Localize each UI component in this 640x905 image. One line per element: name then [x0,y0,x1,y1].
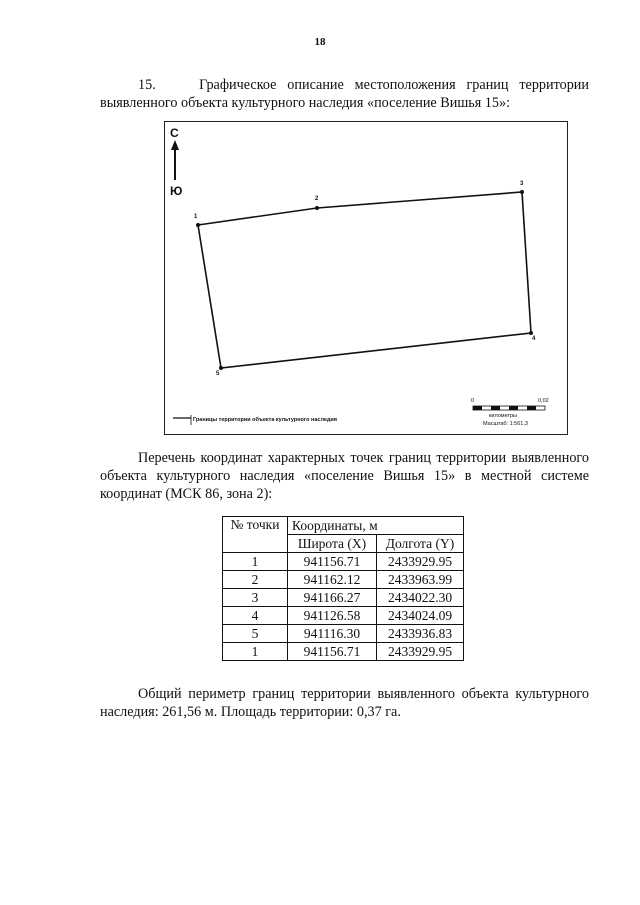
boundary-point-1 [196,223,200,227]
cell-point: 4 [223,607,288,625]
cell-latitude: 941116.30 [288,625,377,643]
scale-ratio: Масштаб: 1:561,3 [483,421,528,427]
table-row [223,589,464,607]
cell-latitude: 941162.12 [288,571,377,589]
table-row [223,643,464,661]
point-label-1: 1 [194,214,198,220]
cell-point: 1 [223,643,288,661]
point-label-4: 4 [532,336,536,342]
table-row [223,607,464,625]
header-latitude: Широта (X) [288,535,377,553]
scale-units: километры [489,413,517,419]
cell-latitude: 941156.71 [288,553,377,571]
cell-point: 3 [223,589,288,607]
boundary-point-2 [315,206,319,210]
table-row [223,553,464,571]
boundary-point-4 [529,331,533,335]
legend-label: Границы территории объекта культурного наследия [193,417,338,423]
boundary-point-5 [219,366,223,370]
boundary-point-3 [520,190,524,194]
scale-bar [473,406,545,410]
cell-longitude: 2434022.30 [377,589,464,607]
cell-longitude: 2433963.99 [377,571,464,589]
north-label: С [170,126,179,140]
territory-boundary [198,192,531,368]
perimeter-text: Общий периметр границ территории выявленного объекта культурного наследия: 261,56 м. Площадь территории: 0,37 га. [100,686,589,720]
scale-end: 0,02 [538,398,549,404]
north-arrow-icon [171,140,179,180]
coordinates-intro: Перечень координат характерных точек границ территории выявленного объекта культурного наследия «поселение Вишья 15» в местной системе координат (МСК 86, зона 2): [100,450,589,502]
cell-point: 2 [223,571,288,589]
point-label-2: 2 [315,196,319,202]
coordinates-table [222,516,464,661]
cell-longitude: 2434024.09 [377,607,464,625]
boundary-map [164,121,568,435]
cell-point: 1 [223,553,288,571]
cell-latitude: 941166.27 [288,589,377,607]
section-heading: 15. Графическое описание местоположения границ территории выявленного объекта культурного наследия «поселение Вишья 15»: [100,77,589,111]
header-coordinates: Координаты, м [288,517,464,535]
cell-longitude: 2433936.83 [377,625,464,643]
header-longitude: Долгота (Y) [377,535,464,553]
cell-longitude: 2433929.95 [377,553,464,571]
scale-start: 0 [471,398,475,404]
cell-longitude: 2433929.95 [377,643,464,661]
table-row [223,625,464,643]
cell-point: 5 [223,625,288,643]
cell-latitude: 941156.71 [288,643,377,661]
point-label-3: 3 [520,181,524,187]
header-point: № точки [223,517,288,553]
table-header-row [223,517,464,535]
map-canvas [165,122,569,436]
point-label-5: 5 [216,371,220,377]
south-label: Ю [170,184,183,198]
page-number: 18 [314,36,326,48]
table-row [223,571,464,589]
cell-latitude: 941126.58 [288,607,377,625]
